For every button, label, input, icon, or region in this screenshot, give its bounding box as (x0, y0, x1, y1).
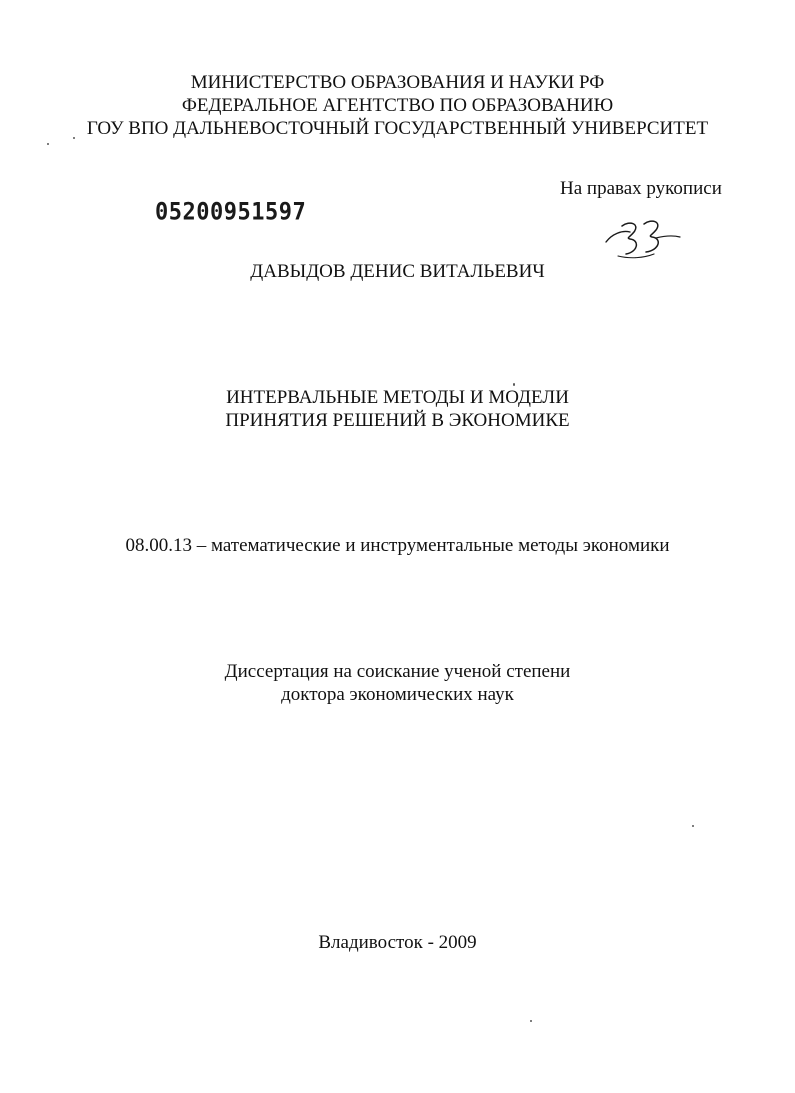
agency-heading: ФЕДЕРАЛЬНОЕ АГЕНТСТВО ПО ОБРАЗОВАНИЮ (181, 95, 614, 116)
document-number-stamp: 05200951597 (155, 198, 307, 226)
degree-statement-line-2: доктора экономических наук (281, 684, 514, 705)
dissertation-title-line-1: ИНТЕРВАЛЬНЫЕ МЕТОДЫ И МОДЕЛИ (226, 387, 569, 408)
university-heading: ГОУ ВПО ДАЛЬНЕВОСТОЧНЫЙ ГОСУДАРСТВЕННЫЙ УНИВЕРСИТЕТ (86, 118, 709, 139)
rights-note: На правах рукописи (560, 178, 722, 199)
city-and-year: Владивосток - 2009 (318, 932, 477, 953)
scan-speck (513, 383, 515, 386)
scan-speck (530, 1020, 532, 1022)
handwritten-signature (600, 212, 690, 264)
author-name: ДАВЫДОВ ДЕНИС ВИТАЛЬЕВИЧ (250, 261, 545, 282)
scan-speck (47, 143, 49, 145)
dissertation-title-line-2: ПРИНЯТИЯ РЕШЕНИЙ В ЭКОНОМИКЕ (225, 410, 570, 431)
scan-speck (692, 825, 694, 827)
scan-speck (73, 137, 75, 139)
specialty-code: 08.00.13 – математические и инструментальные методы экономики (125, 535, 670, 556)
degree-statement-line-1: Диссертация на соискание ученой степени (224, 661, 571, 682)
ministry-heading: МИНИСТЕРСТВО ОБРАЗОВАНИЯ И НАУКИ РФ (190, 72, 605, 93)
